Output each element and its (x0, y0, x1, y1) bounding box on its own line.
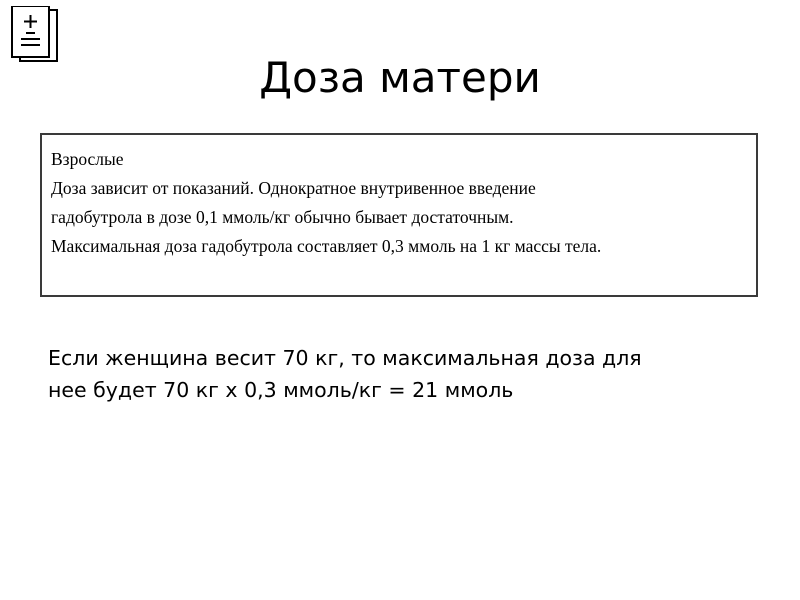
calculation-line: Если женщина весит 70 кг, то максимальная доза для (48, 346, 642, 370)
excerpt-line: Доза зависит от показаний. Однократное внутривенное введение (51, 178, 536, 198)
page-title: Доза матери (259, 53, 541, 102)
excerpt-heading: Взрослые (51, 149, 124, 169)
excerpt-line: гадобутрола в дозе 0,1 ммоль/кг обычно бывает достаточным. (51, 207, 514, 227)
instruction-excerpt-box (40, 133, 758, 297)
excerpt-line: Максимальная доза гадобутрола составляет 0,3 ммоль на 1 кг массы тела. (51, 236, 602, 256)
calculation-line: нее будет 70 кг x 0,3 ммоль/кг = 21 ммоль (48, 378, 514, 402)
dose-calculation-text (48, 342, 748, 406)
